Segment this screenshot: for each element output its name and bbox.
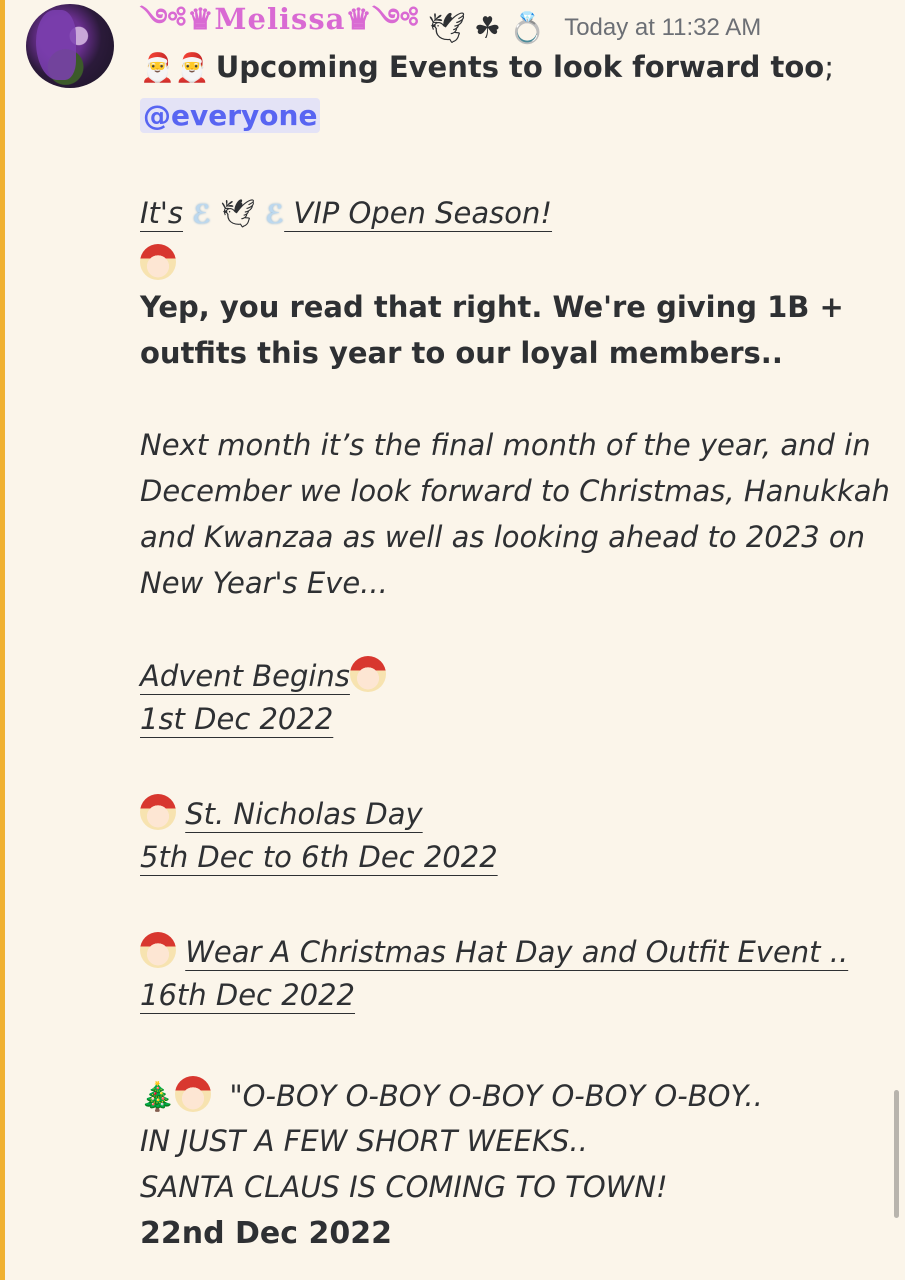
bold-line-2: outfits this year to our loyal members.. <box>140 336 783 370</box>
santa-date: 22nd Dec 2022 <box>140 1216 392 1251</box>
event-date-hat-day: 16th Dec 2022 <box>140 978 356 1012</box>
anime-santa-icon <box>140 244 176 280</box>
event-date-advent: 1st Dec 2022 <box>140 702 334 736</box>
message-title: 🎅🎅 Upcoming Events to look forward too; <box>140 50 834 84</box>
paragraph-line: December we look forward to Christmas, Hanukkah <box>140 474 890 508</box>
shamrock-icon: ☘ <box>473 10 501 46</box>
avatar[interactable] <box>26 4 114 88</box>
event-date-st-nicholas: 5th Dec to 6th Dec 2022 <box>140 840 498 874</box>
santa-line-3: SANTA CLAUS IS COMING TO TOWN! <box>140 1170 668 1204</box>
bold-line-1: Yep, you read that right. We're giving 1B + <box>140 290 844 324</box>
christmas-tree-icon: 🎄 <box>140 1080 175 1113</box>
letter-e-icon: ℰ <box>265 200 285 230</box>
santa-frog-icon: 🎅🎅 <box>140 51 210 84</box>
event-name-st-nicholas: St. Nicholas Day <box>140 794 423 831</box>
paragraph-line: and Kwanzaa as well as looking ahead to 2023 on <box>140 520 865 554</box>
paragraph-line: Next month it’s the final month of the year, and in <box>140 428 871 462</box>
event-name-hat-day: Wear A Christmas Hat Day and Outfit Event .. <box>140 932 848 969</box>
anime-santa-icon <box>140 932 176 968</box>
letter-e-icon: ℰ <box>192 200 212 230</box>
dove-icon: 🕊 <box>427 10 466 46</box>
scrollbar[interactable] <box>894 1090 899 1218</box>
ring-icon: 💍 <box>508 10 547 46</box>
anime-santa-icon <box>350 656 386 692</box>
anime-santa-icon <box>175 1076 211 1112</box>
timestamp[interactable]: Today at 11:32 AM <box>564 14 762 41</box>
santa-line-2: IN JUST A FEW SHORT WEEKS.. <box>140 1124 588 1158</box>
everyone-mention[interactable]: @everyone <box>140 98 320 133</box>
santa-line-1: 🎄 "O-BOY O-BOY O-BOY O-BOY O-BOY.. <box>140 1076 763 1113</box>
author-name[interactable]: ༺♛Melissa♛༺ <box>140 2 420 36</box>
event-name-advent: Advent Begins <box>140 656 386 693</box>
message-header <box>140 2 762 48</box>
vip-line: It's ℰ 🕊 ℰ VIP Open Season! <box>140 196 553 230</box>
dove-icon: 🕊 <box>220 197 256 230</box>
mention-highlight-bar <box>0 0 5 1280</box>
anime-santa-icon <box>140 794 176 830</box>
paragraph-line: New Year's Eve... <box>140 566 388 600</box>
